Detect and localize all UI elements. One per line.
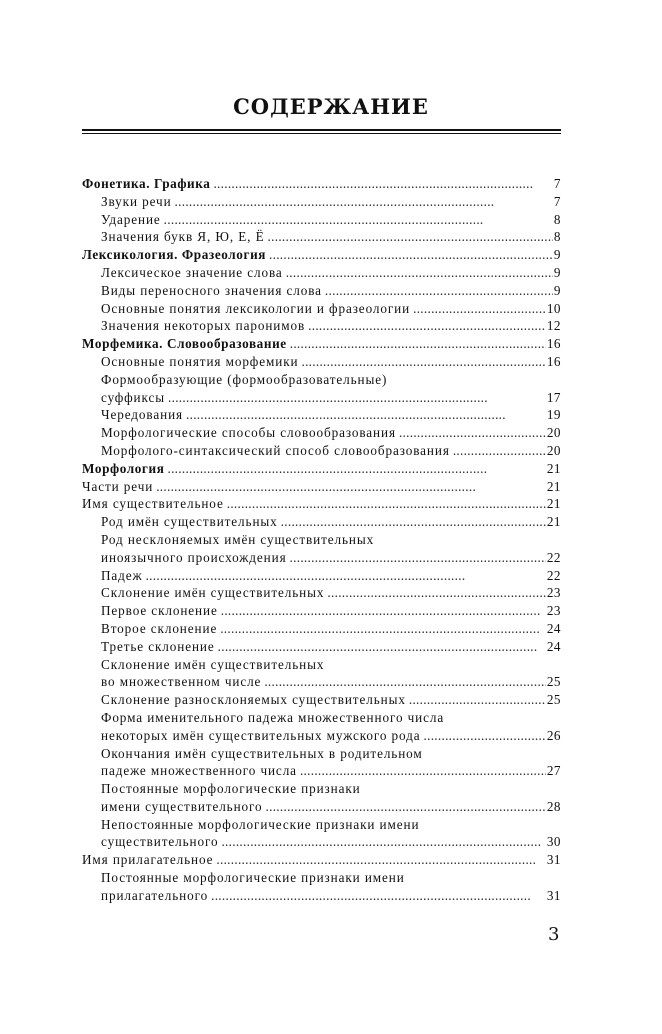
toc-entry-page: 20 [546,442,561,458]
dot-leader [269,246,553,264]
toc-entry [82,175,561,193]
toc-entry-label: Виды переносного значения слова [101,282,322,298]
toc-entry-page: 9 [553,264,561,280]
toc-entry-page: 24 [546,620,561,636]
toc-entry [82,389,561,407]
toc-entry-label: Третье склонение [101,638,215,654]
toc-entry-label: Лексикология. Фразеология [82,247,267,263]
toc-entry-label: Лексическое значение слова [101,264,283,280]
toc-entry [82,193,561,211]
toc-entry-page: 22 [546,567,561,583]
toc-entry [82,762,561,780]
toc-entry [82,424,561,442]
toc-entry [82,406,561,424]
dot-leader [290,549,546,567]
toc-entry [82,513,561,531]
toc-entry-label: прилагательного [101,887,209,903]
toc-entry [82,531,561,549]
toc-entry [82,869,561,887]
toc-entry-page: 17 [546,389,561,405]
dot-leader [216,851,545,869]
dot-leader [186,406,546,424]
toc-entry-label: некоторых имён существительных мужского рода [101,727,421,743]
toc-entry [82,887,561,905]
toc-entry-page: 26 [546,727,561,743]
toc-entry-label: Морфолого-синтаксический способ словообразования [101,442,450,458]
dot-leader [325,282,553,300]
dot-leader [146,567,546,585]
toc-entry-label: Непостоянные морфологические признаки имени [101,816,420,832]
toc-entry-label: существительного [101,834,219,850]
dot-leader [301,353,545,371]
dot-leader [220,620,546,638]
toc-entry-page: 21 [546,460,561,476]
toc-entry [82,317,561,335]
toc-entry [82,371,561,389]
toc-entry-label: Значения некоторых паронимов [101,318,306,334]
toc-entry-page: 25 [546,692,561,708]
toc-entry [82,211,561,229]
toc-entry-page: 25 [546,674,561,690]
toc-entry-page: 8 [553,229,561,245]
toc-entry-page: 28 [546,798,561,814]
toc-entry [82,780,561,798]
toc-entry-label: Звуки речи [101,193,172,209]
toc-entry-page: 19 [546,407,561,423]
toc-entry [82,584,561,602]
toc-entry-label: имени существительного [101,798,263,814]
dot-leader [300,762,546,780]
toc-entry-page: 21 [546,514,561,530]
toc-entry-label: Форма именительного падежа множественного числа [101,709,445,725]
toc-entry-label: Падеж [101,567,143,583]
toc-entry-label: падеже множественного числа [101,763,297,779]
toc-entry [82,300,561,318]
dot-leader [213,175,552,193]
toc-entry-label: Род несклоняемых имён существительных [101,531,375,547]
toc-entry-label: Значения букв Я, Ю, Е, Ё [101,229,265,245]
toc-entry [82,602,561,620]
dot-leader [290,335,546,353]
toc-entry-page: 23 [546,585,561,601]
toc-entry-label: Постоянные морфологические признаки [101,781,361,797]
toc-entry [82,851,561,869]
toc-entry-page: 23 [546,603,561,619]
toc-entry-label: Второе склонение [101,620,218,636]
toc-entry [82,816,561,834]
dot-leader [227,495,546,513]
dot-leader [399,424,546,442]
dot-leader [409,691,546,709]
toc-entry-page: 7 [553,193,561,209]
toc-entry-label: иноязычного происхождения [101,549,287,565]
toc-entry-page: 22 [546,549,561,565]
toc-entry-label: суффиксы [101,389,166,405]
table-of-contents [82,175,561,905]
dot-leader [453,442,546,460]
toc-entry [82,442,561,460]
dot-leader [221,833,545,851]
page-title: СОДЕРЖАНИЕ [233,94,429,119]
toc-entry-page: 7 [553,176,561,191]
toc-entry-label: Ударение [101,211,161,227]
toc-entry-label: Формообразующие (формообразовательные) [101,371,388,387]
toc-entry [82,478,561,496]
toc-entry-page: 30 [546,834,561,850]
toc-entry-label: Склонение разносклоняемых существительных [101,692,406,708]
toc-entry [82,495,561,513]
dot-leader [211,887,546,905]
toc-entry [82,246,561,264]
dot-leader [327,584,545,602]
toc-entry-label: Основные понятия лексикологии и фразеологии [101,300,411,316]
toc-entry [82,798,561,816]
toc-entry [82,727,561,745]
toc-entry-label: во множественном числе [101,674,262,690]
toc-entry [82,567,561,585]
toc-entry-label: Части речи [82,478,154,494]
toc-entry-page: 9 [553,282,561,298]
dot-leader [164,211,553,229]
toc-entry-page: 12 [546,318,561,334]
toc-entry-label: Склонение имён существительных [101,585,325,601]
toc-entry-page: 21 [546,496,561,512]
toc-entry-label: Склонение имён существительных [101,656,325,672]
toc-entry-page: 10 [546,300,561,316]
dot-leader [286,264,553,282]
toc-entry [82,709,561,727]
toc-entry-page: 31 [546,852,561,868]
toc-entry-label: Постоянные морфологические признаки имени [101,870,405,886]
toc-entry-label: Фонетика. Графика [82,176,211,191]
toc-entry [82,549,561,567]
toc-entry [82,264,561,282]
title-double-rule [82,129,561,134]
toc-entry-page: 16 [546,353,561,369]
toc-entry-page: 8 [553,211,561,227]
dot-leader [175,193,553,211]
toc-entry [82,656,561,674]
toc-entry-page: 9 [553,247,561,263]
dot-leader [268,228,553,246]
toc-entry-label: Первое склонение [101,603,218,619]
toc-entry-page: 21 [546,478,561,494]
dot-leader [413,300,546,318]
dot-leader [168,389,546,407]
toc-entry [82,353,561,371]
toc-entry-label: Имя прилагательное [82,852,214,868]
toc-entry [82,833,561,851]
toc-entry [82,282,561,300]
dot-leader [156,478,546,496]
toc-entry-label: Морфология [82,460,165,476]
dot-leader [264,673,546,691]
toc-entry [82,460,561,478]
toc-entry-label: Окончания имён существительных в родительном [101,745,423,761]
toc-entry [82,228,561,246]
dot-leader [308,317,546,335]
dot-leader [167,460,545,478]
dot-leader [281,513,546,531]
dot-leader [221,602,546,620]
toc-entry-page: 24 [546,638,561,654]
toc-entry-page: 31 [546,887,561,903]
toc-entry [82,335,561,353]
dot-leader [266,798,546,816]
toc-entry-page: 27 [546,763,561,779]
dot-leader [424,727,546,745]
toc-entry-label: Основные понятия морфемики [101,353,299,369]
toc-entry [82,745,561,763]
toc-entry-label: Морфемика. Словообразование [82,336,287,352]
toc-entry-label: Род имён существительных [101,514,278,530]
dot-leader [218,638,546,656]
toc-entry-label: Имя существительное [82,496,224,512]
toc-entry [82,638,561,656]
page-number: 3 [548,924,560,945]
toc-entry [82,673,561,691]
toc-entry [82,691,561,709]
toc-entry-page: 20 [546,425,561,441]
toc-entry [82,620,561,638]
toc-entry-label: Морфологические способы словообразования [101,425,396,441]
toc-entry-page: 16 [546,336,561,352]
toc-entry-label: Чередования [101,407,183,423]
